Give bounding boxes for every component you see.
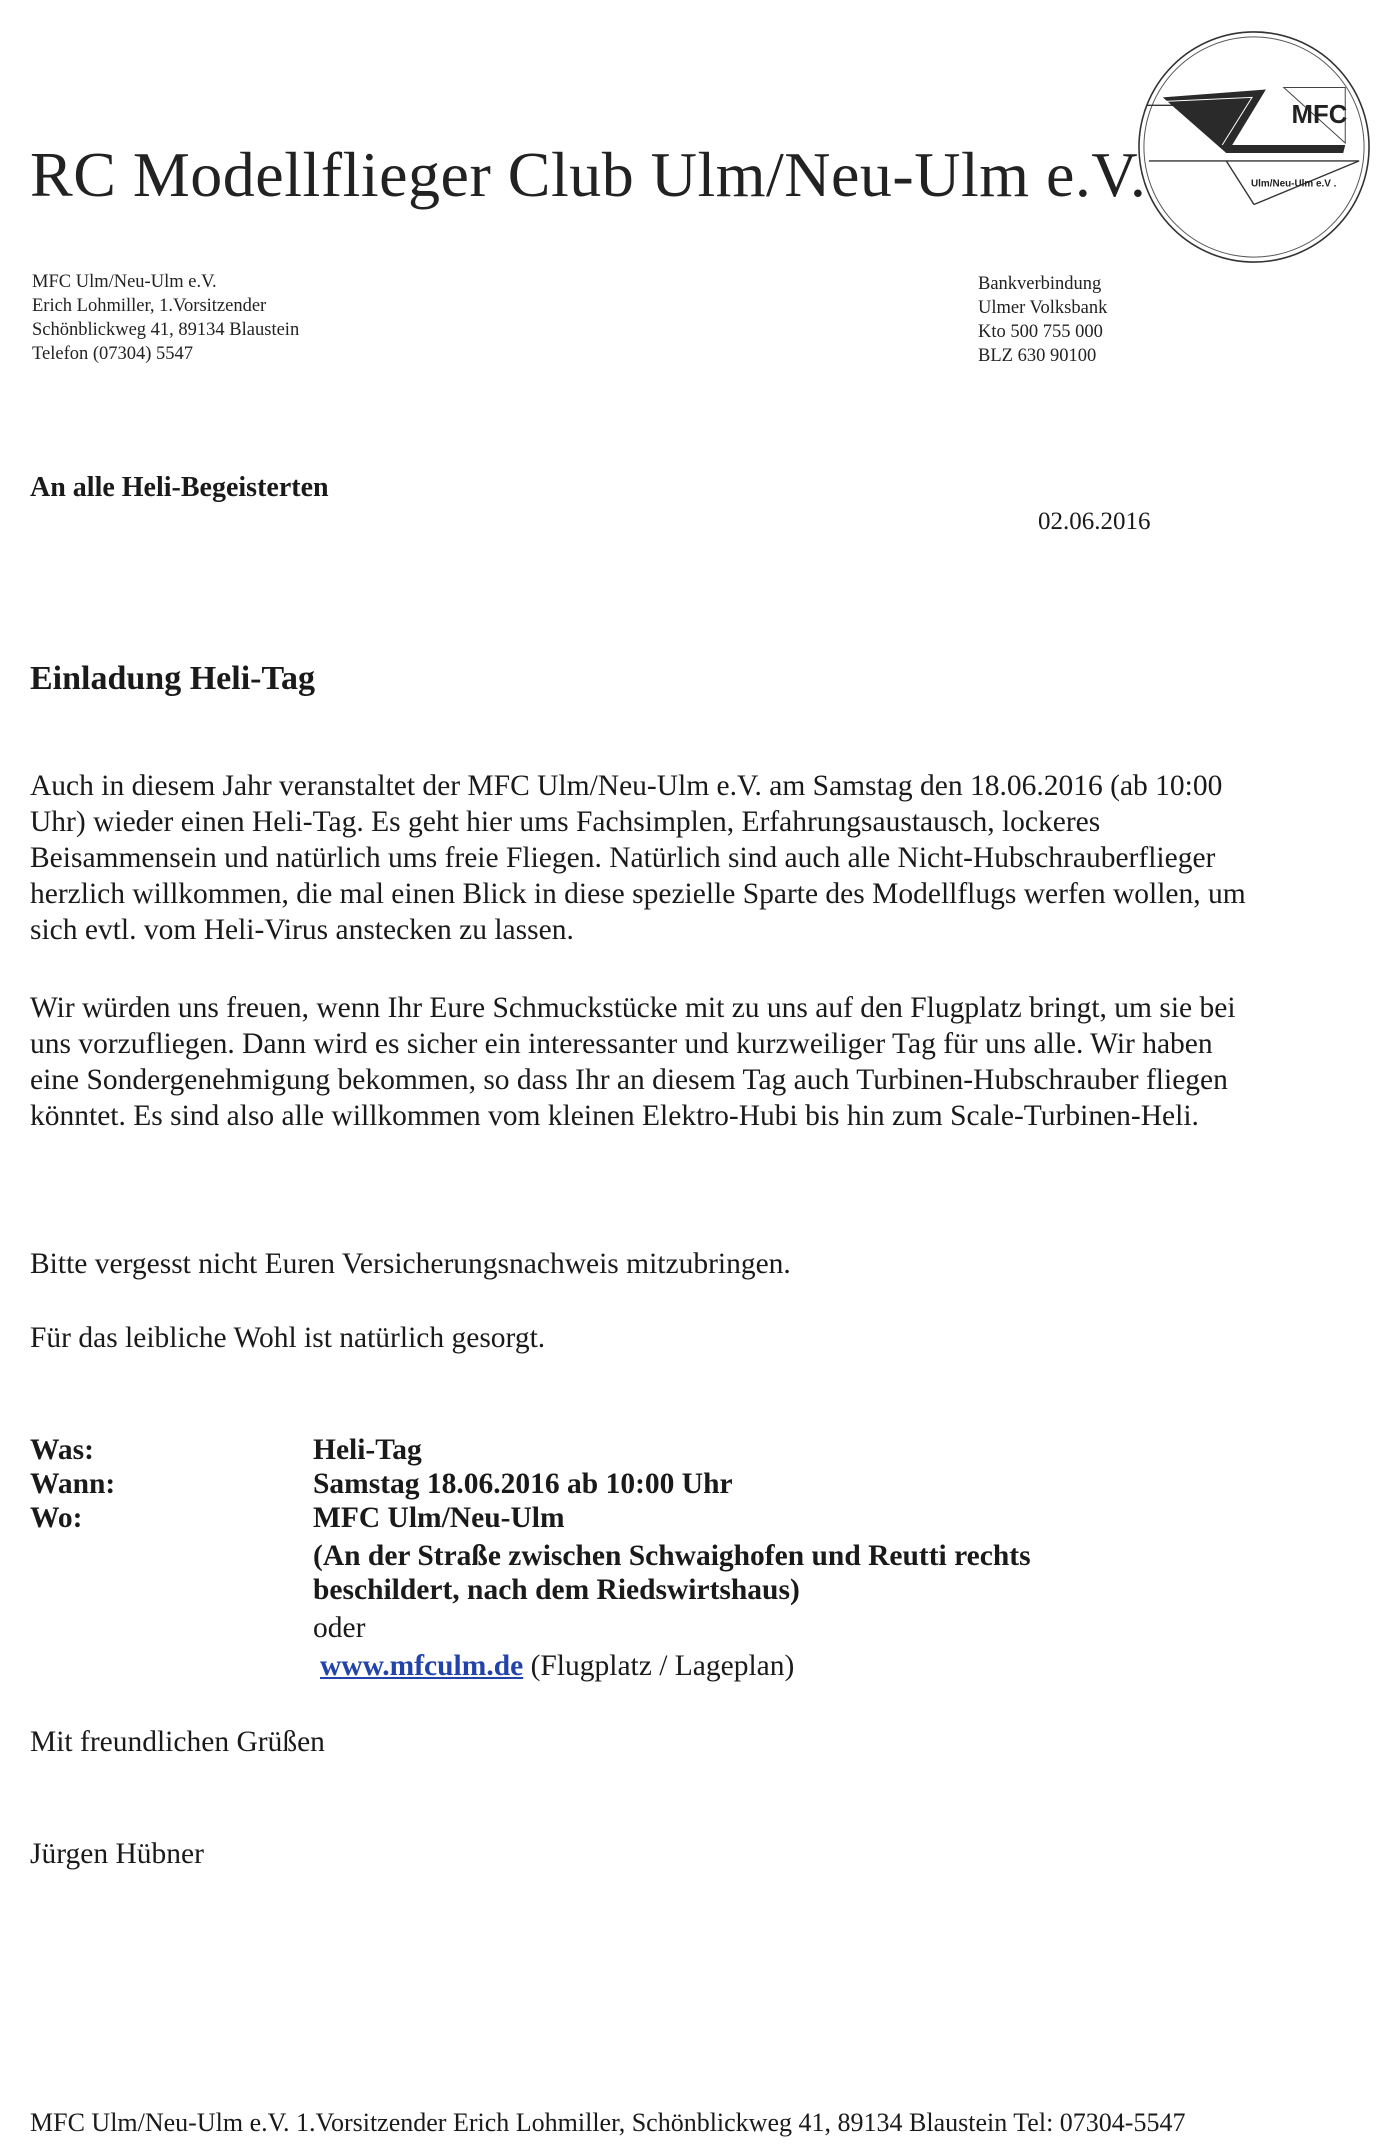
website-note: (Flugplatz / Lageplan)	[530, 1650, 795, 1682]
closing: Mit freundlichen Grüßen	[30, 1726, 325, 1758]
sender-line: Schönblickweg 41, 89134 Blaustein	[32, 320, 300, 340]
logo-subtitle-text: Ulm/Neu-Ulm e.V .	[1251, 178, 1337, 190]
or-text: oder	[313, 1612, 366, 1644]
paragraph-insurance: Bitte vergesst nicht Euren Versicherungsnachweis mitzubringen.	[30, 1248, 791, 1280]
paragraph-welcome: Wir würden uns freuen, wenn Ihr Eure Schmuckstücke mit zu uns auf den Flugplatz bringt, um sie bei uns vorzufliegen. Dann wird es sicher ein interessanter und kurzweiliger Tag für uns alle. Wir haben eine Sondergenehmigung bekommen, so dass Ihr an diesem Tag auch Turbinen-Hubschrauber fliegen könntet. Es sind also alle willkommen vom kleinen Elektro-Hubi bis hin zum Scale-Turbinen-Heli.	[30, 992, 1236, 1132]
website-link[interactable]: www.mfculm.de	[320, 1650, 524, 1682]
was-value: Heli-Tag	[313, 1434, 422, 1466]
mfc-logo	[1135, 28, 1373, 266]
logo-brand-text: MFC	[1291, 101, 1348, 130]
wo-note: (An der Straße zwischen Schwaighofen und Reutti rechts	[313, 1540, 1031, 1572]
paragraph-catering: Für das leibliche Wohl ist natürlich gesorgt.	[30, 1322, 546, 1354]
wann-value: Samstag 18.06.2016 ab 10:00 Uhr	[313, 1468, 733, 1500]
wann-label: Wann:	[30, 1468, 116, 1500]
footer: MFC Ulm/Neu-Ulm e.V. 1.Vorsitzender Erich Lohmiller, Schönblickweg 41, 89134 Blaustein Tel: 07304-5547	[30, 2108, 1186, 2137]
website-line	[320, 1648, 794, 1684]
bank-details	[978, 272, 1107, 368]
sender-address	[32, 270, 299, 366]
recipient: An alle Heli-Begeisterten	[30, 472, 329, 503]
club-title: RC Modellflieger Club Ulm/Neu-Ulm e.V.	[30, 139, 1147, 210]
subject-heading: Einladung Heli-Tag	[30, 660, 316, 697]
sender-line: MFC Ulm/Neu-Ulm e.V.	[32, 272, 217, 292]
letter-date: 02.06.2016	[1038, 508, 1151, 535]
bank-line: Kto 500 755 000	[978, 322, 1103, 342]
sender-line: Telefon (07304) 5547	[32, 344, 194, 364]
bank-line: Ulmer Volksbank	[978, 298, 1108, 318]
bank-line: BLZ 630 90100	[978, 346, 1097, 366]
wo-value: MFC Ulm/Neu-Ulm	[313, 1502, 565, 1534]
wo-label: Wo:	[30, 1502, 83, 1534]
paragraph-invitation: Auch in diesem Jahr veranstaltet der MFC Ulm/Neu-Ulm e.V. am Samstag den 18.06.2016 (ab 10:00 Uhr) wieder einen Heli-Tag. Es geht hier ums Fachsimplen, Erfahrungsaustausch, lockeres Beisammensein und natürlich ums freie Fliegen. Natürlich sind auch alle Nicht-Hubschrauberflieger herzlich willkommen, die mal einen Blick in diese spezielle Sparte des Modellflugs werfen wollen, um sich evtl. vom Heli-Virus anstecken zu lassen.	[30, 770, 1246, 946]
sender-line: Erich Lohmiller, 1.Vorsitzender	[32, 296, 267, 316]
bank-line: Bankverbindung	[978, 274, 1102, 294]
was-label: Was:	[30, 1434, 94, 1466]
wo-note: beschildert, nach dem Riedswirtshaus)	[313, 1574, 800, 1606]
signature-name: Jürgen Hübner	[30, 1838, 204, 1870]
